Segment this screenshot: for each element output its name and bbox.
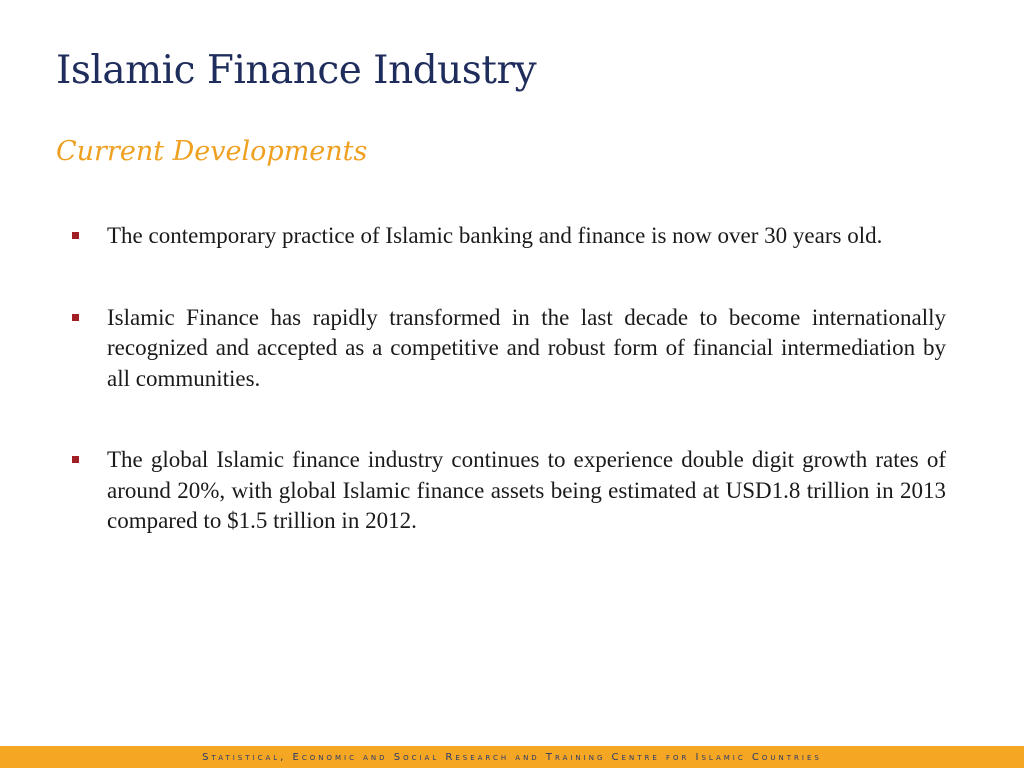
footer-bar — [0, 746, 1024, 768]
bullet-item — [72, 445, 946, 537]
slide-subtitle: Current Developments — [56, 136, 368, 167]
square-bullet-icon — [72, 232, 79, 239]
bullet-item — [72, 221, 946, 252]
bullet-text: The global Islamic finance industry continues to experience double digit growth rates of around 20%, with global Islamic finance assets being estimated at USD1.8 trillion in 2013 compared to $1.5 trillion in 2012. — [107, 447, 946, 533]
square-bullet-icon — [72, 314, 79, 321]
bullet-text: Islamic Finance has rapidly transformed in the last decade to become internationally recognized and accepted as a competitive and robust form of financial intermediation by all communities. — [107, 304, 946, 391]
square-bullet-icon — [72, 456, 79, 463]
bullet-list — [72, 221, 946, 537]
bullet-item — [72, 303, 946, 395]
slide-title: Islamic Finance Industry — [56, 48, 537, 93]
footer-organization-name: Statistical, Economic and Social Research and Training Centre for Islamic Countries — [202, 751, 822, 763]
bullet-text: The contemporary practice of Islamic banking and finance is now over 30 years old. — [107, 223, 883, 248]
